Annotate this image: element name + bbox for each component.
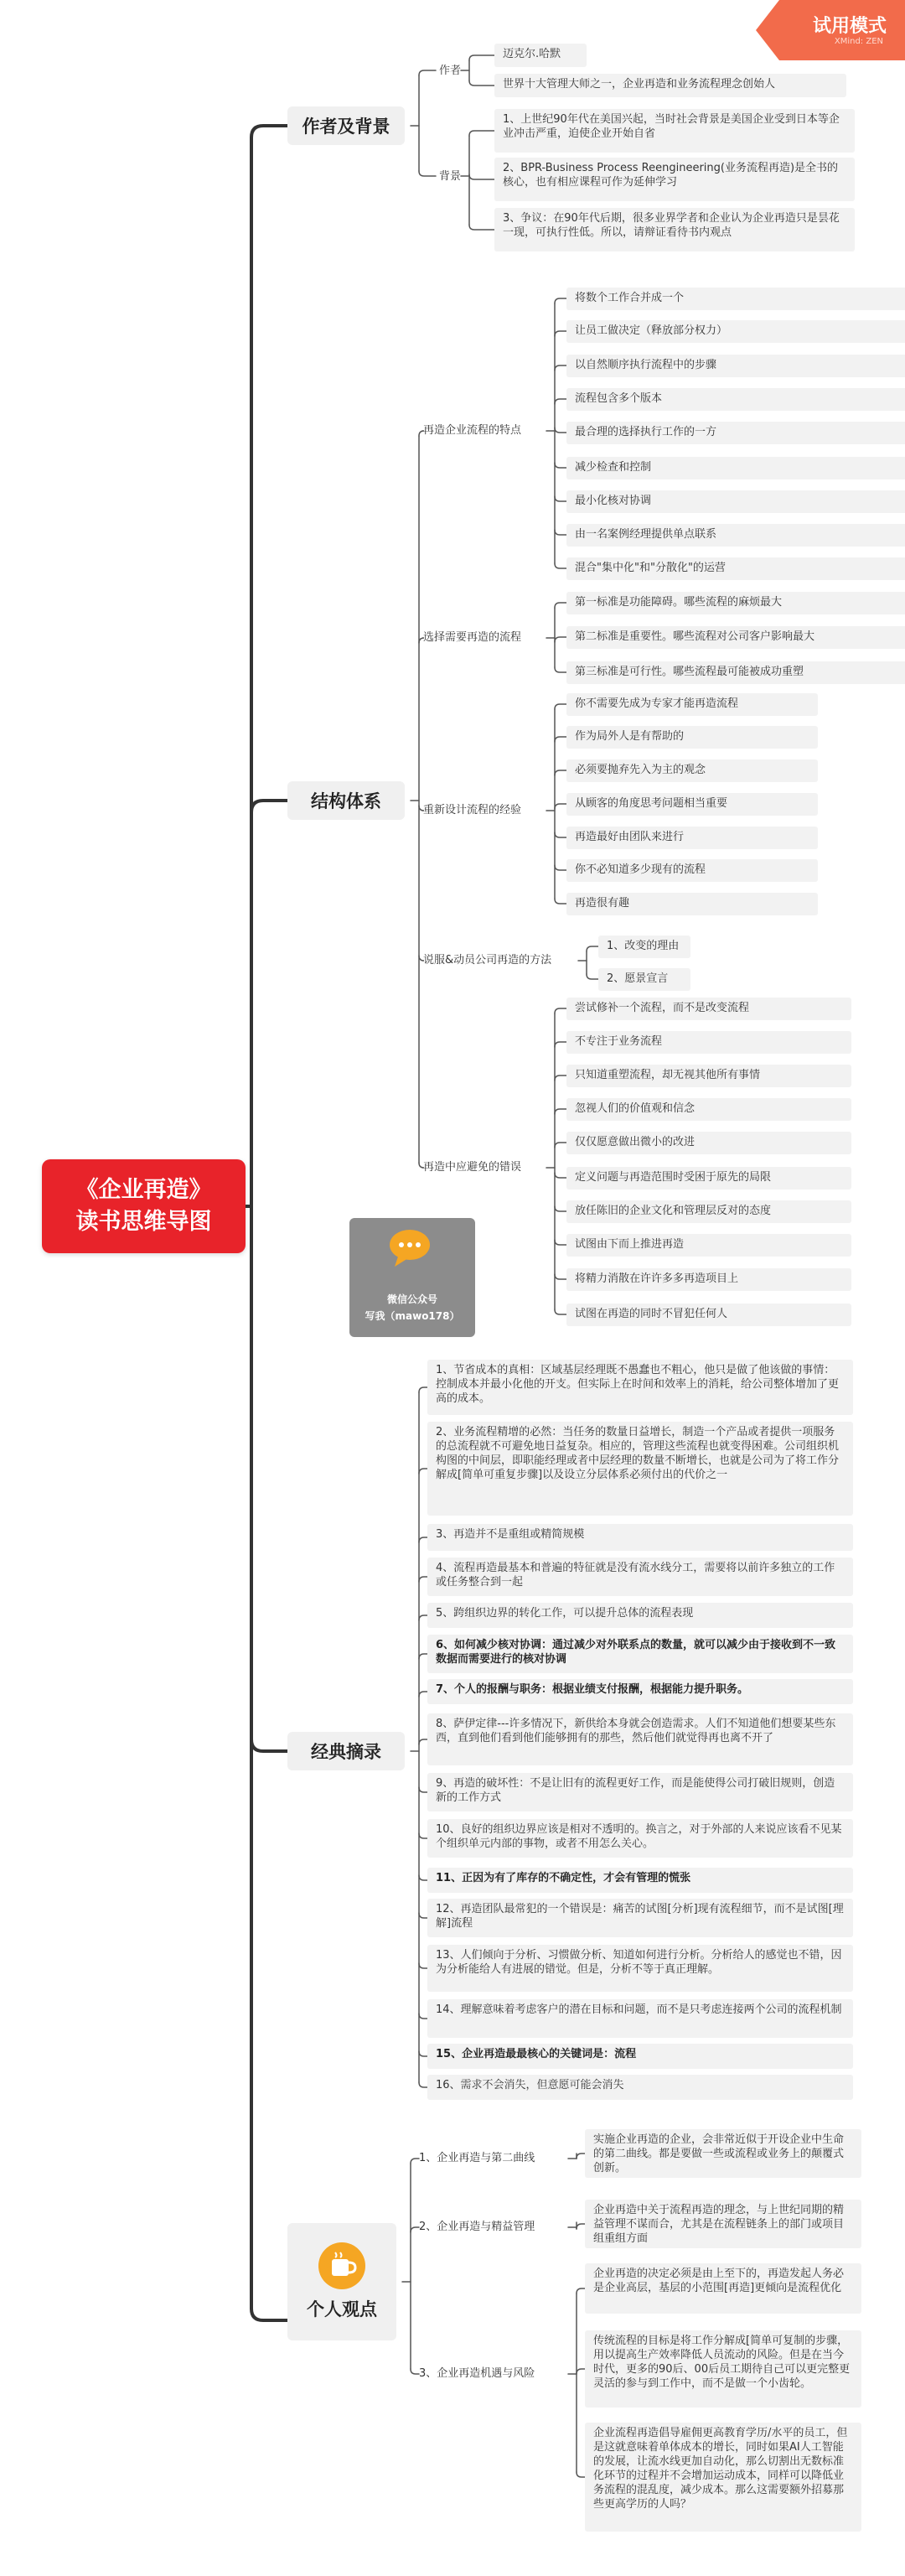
excerpt-item[interactable]: 16、需求不会消失，但意愿可能会消失 [427, 2075, 853, 2100]
excerpt-item[interactable]: 10、良好的组织边界应该是相对不透明的。换言之，对于外部的人来说应该看不见某个组织单元内部的事物，或者不用怎么关心。 [427, 1819, 853, 1858]
view-item[interactable]: 企业再造中关于流程再造的理念，与上世纪同期的精益管理不谋而合，尤其是在流程链条上的部门或项目组重组方面 [585, 2200, 861, 2248]
connector-line [411, 2369, 419, 2374]
structure-item[interactable]: 最合理的选择执行工作的一方 [566, 422, 905, 444]
connector-line [555, 737, 566, 742]
connector-line [419, 1654, 427, 1659]
connector-line [469, 80, 494, 86]
structure-item[interactable]: 忽视人们的价值观和信念 [566, 1098, 851, 1121]
connector-line [555, 899, 566, 904]
structure-group-label[interactable]: 再造中应避免的错误 [423, 1161, 522, 1174]
excerpt-item[interactable]: 6、如何减少核对协调：通过减少对外联系点的数量，就可以减少由于接收到不一致数据而需要进行的核对协调 [427, 1635, 853, 1673]
connector-line [419, 1577, 427, 1582]
connector-line [419, 1875, 427, 1880]
connector-line [469, 131, 494, 136]
connector-line [577, 2369, 585, 2374]
connector-line [555, 1075, 566, 1081]
structure-item[interactable]: 试图由下而上推进再造 [566, 1234, 851, 1257]
connector-line [251, 126, 287, 137]
connector-line [411, 2227, 419, 2232]
structure-item[interactable]: 第一标准是功能障碍。哪些流程的麻烦最大 [566, 592, 905, 614]
structure-item[interactable]: 将精力消散在许许多多再造项目上 [566, 1268, 851, 1291]
structure-item[interactable]: 作为局外人是有帮助的 [566, 726, 818, 749]
connector-line [469, 174, 494, 179]
excerpt-item[interactable]: 11、正因为有了库存的不确定性，才会有管理的慌张 [427, 1868, 853, 1893]
connector-line [577, 2288, 585, 2294]
structure-item[interactable]: 混合"集中化"和"分散化"的运营 [566, 557, 905, 580]
connector-line [587, 946, 598, 951]
excerpt-item[interactable]: 9、再造的破坏性：不是让旧有的流程更好工作，而是能使得公司打破旧规则，创造新的工作方式 [427, 1773, 853, 1811]
view-item[interactable]: 企业流程再造倡导雇佣更高教育学历/水平的员工，但是这就意味着单体成本的增长，同时如果AI人工智能的发展，让流水线更加自动化，那么切割出无数标准化环节的过程并不会增加运动成本，同样可以降低业务流程的混乱度，减少成本。那么这需要额外招募那些更高学历的人吗？ [585, 2423, 861, 2532]
view-item[interactable]: 传统流程的目标是将工作分解成[简单可复制的步骤，用以提高生产效率降低人员流动的风险。但是在当今时代，更多的90后、00后员工期待自己可以更完整更灵活的参与到工作中，而不是做一个小齿轮。 [585, 2330, 861, 2408]
background-item[interactable]: 1、上世纪90年代在美国兴起，当时社会背景是美国企业受到日本等企业冲击严重，迫使企业开始自省 [494, 109, 855, 153]
connector-line [419, 1963, 427, 1968]
connector-line [555, 804, 566, 809]
excerpt-item[interactable]: 15、企业再造最最核心的关键词是：流程 [427, 2044, 853, 2069]
excerpt-item[interactable]: 2、业务流程精增的必然：当任务的数量日益增长，制造一个产品或者提供一项服务的总流程就不可避免地日益复杂。相应的，管理这些流程也就变得困难。公司组织机构图的中间层，即职能经理或者中层经理的数量不断增长，也就是公司为了将工作分解成[简单可重复步骤]以及设立分层体系必须付出的代价之一 [427, 1422, 853, 1516]
connector-line [419, 1387, 427, 1392]
structure-item[interactable]: 流程包含多个版本 [566, 388, 905, 411]
connector-line [577, 2472, 585, 2477]
structure-item[interactable]: 试图在再造的同时不冒犯任何人 [566, 1304, 851, 1326]
view-item[interactable]: 企业再造的决定必须是由上至下的，再造发起人务必是企业高层，基层的小范围[再造]更倾向是流程优化 [585, 2263, 861, 2314]
trial-mode-subtitle: XMind: ZEN [834, 37, 883, 46]
excerpt-item[interactable]: 4、流程再造最基本和普遍的特征就是没有流水线分工，需要将以前许多独立的工作或任务整合到一起 [427, 1558, 853, 1596]
trial-mode-badge [746, 0, 905, 60]
connector-line [419, 2082, 427, 2087]
connector-line [587, 974, 598, 979]
connector-line [555, 563, 566, 568]
connector-line [555, 365, 566, 371]
structure-item[interactable]: 放任陈旧的企业文化和管理层反对的态度 [566, 1200, 851, 1223]
connector-line [555, 603, 566, 608]
connector-line [555, 1274, 566, 1279]
connector-line [555, 399, 566, 404]
connector-line [555, 1240, 566, 1245]
connector-line [577, 2224, 585, 2229]
main-topic-views-label: 个人观点 [307, 2299, 377, 2319]
connector-line [469, 225, 494, 230]
connector-line [419, 1537, 427, 1542]
root-node[interactable] [42, 1159, 246, 1253]
excerpt-item[interactable]: 13、人们倾向于分析、习惯做分析、知道如何进行分析。分析给人的感觉也不错，因为分析能给人有进展的错觉。但是，分析不等于真正理解。 [427, 1945, 853, 1992]
connector-line [555, 428, 566, 433]
connector-line [411, 2159, 419, 2164]
wechat-label-1: 微信公众号 [386, 1293, 437, 1305]
structure-group-label[interactable]: 说服&动员公司再造的方法 [423, 954, 552, 967]
connector-line [555, 770, 566, 775]
connector-line [251, 1739, 287, 1751]
structure-item[interactable]: 最小化核对协调 [566, 490, 905, 513]
connector-line [419, 1833, 427, 1838]
connector-line [555, 667, 566, 672]
trial-mode-title: 试用模式 [812, 16, 887, 37]
connector-line [555, 496, 566, 501]
connector-line [419, 1692, 427, 1697]
connector-line [555, 1042, 566, 1047]
structure-item[interactable]: 你不必知道多少现有的流程 [566, 859, 818, 882]
connector-line [251, 2309, 287, 2320]
structure-item[interactable]: 只知道重塑流程，却无视其他所有事情 [566, 1065, 851, 1087]
connector-line [419, 1787, 427, 1792]
connector-line [555, 1173, 566, 1178]
connector-line [555, 704, 566, 709]
structure-item[interactable]: 减少检查和控制 [566, 457, 905, 479]
view-item[interactable]: 实施企业再造的企业，会非常近似于开设企业中生命的第二曲线。都是要做一些或流程或业务上的颠覆式创新。 [585, 2129, 861, 2178]
connector-line [555, 1309, 566, 1314]
structure-item[interactable]: 将数个工作合并成一个 [566, 288, 905, 310]
main-topic-excerpts[interactable]: 经典摘录 [287, 1732, 405, 1770]
connector-line [555, 1008, 566, 1013]
connector-line [555, 530, 566, 535]
author-label: 作者 [439, 65, 462, 77]
structure-group-label[interactable]: 重新设计流程的经验 [423, 804, 522, 816]
excerpt-item[interactable]: 12、再造团队最常犯的一个错误是：痛苦的试图[分析]现有流程细节，而不是试图[理解]流程 [427, 1899, 853, 1937]
connector-line [555, 637, 566, 642]
structure-item[interactable]: 让员工做决定（释放部分权力） [566, 320, 905, 343]
excerpt-item[interactable]: 1、节省成本的真相：区域基层经理既不愚蠢也不粗心，他只是做了他该做的事情：控制成本并最小化他的开支。但实际上在时间和效率上的消耗，给公司整体增加了更高的成本。 [427, 1360, 853, 1415]
structure-item[interactable]: 以自然顺序执行流程中的步骤 [566, 355, 905, 377]
structure-item[interactable]: 再造最好由团队来进行 [566, 827, 818, 849]
main-topic-views[interactable] [287, 2223, 396, 2340]
structure-item[interactable]: 不专注于业务流程 [566, 1031, 851, 1054]
structure-item[interactable]: 你不需要先成为专家才能再造流程 [566, 693, 818, 716]
connector-line [555, 331, 566, 336]
background-label: 背景 [439, 170, 462, 183]
connector-line [251, 801, 287, 812]
structure-item[interactable]: 2、愿景宣言 [598, 968, 690, 991]
structure-item[interactable]: 尝试修补一个流程，而不是改变流程 [566, 998, 851, 1020]
view-group-label[interactable]: 1、企业再造与第二曲线 [419, 2152, 535, 2164]
connector-line [419, 1615, 427, 1620]
author-item[interactable]: 迈克尔.哈默 [494, 44, 587, 67]
connector-line [419, 1469, 427, 1474]
coffee-cup-icon [318, 2242, 365, 2289]
connector-line [419, 1739, 427, 1744]
connector-line [419, 70, 436, 75]
connector-line [419, 2014, 427, 2019]
connector-line [555, 298, 566, 303]
chat-bubble-icon [388, 1228, 438, 1268]
connector-line [555, 865, 566, 870]
connector-line [555, 1206, 566, 1211]
structure-item[interactable]: 再造很有趣 [566, 893, 818, 915]
excerpt-item[interactable]: 14、理解意味着考虑客户的潜在目标和问题，而不是只考虑连接两个公司的流程机制 [427, 1999, 853, 2038]
structure-item[interactable]: 第三标准是可行性。哪些流程最可能被成功重塑 [566, 661, 905, 684]
excerpt-item[interactable]: 3、再造并不是重组或精简规模 [427, 1524, 853, 1551]
connector-line [469, 55, 494, 60]
structure-item[interactable]: 仅仅愿意做出微小的改进 [566, 1132, 851, 1154]
root-title-line1: 《企业再造》 [75, 1177, 212, 1203]
connector-line [577, 2154, 585, 2159]
structure-item[interactable]: 定义问题与再造范围时受困于原先的局限 [566, 1167, 851, 1190]
main-topic-structure[interactable]: 结构体系 [287, 781, 405, 820]
structure-item[interactable]: 第二标准是重要性。哪些流程对公司客户影响最大 [566, 626, 905, 649]
wechat-label-2: 写我（mawo178） [365, 1310, 460, 1322]
excerpt-item[interactable]: 5、跨组织边界的转化工作，可以提升总体的流程表现 [427, 1603, 853, 1628]
connector-line [555, 463, 566, 468]
structure-item[interactable]: 必须要抛弃先入为主的观念 [566, 759, 818, 782]
structure-item[interactable]: 1、改变的理由 [598, 936, 690, 958]
root-title-line2: 读书思维导图 [75, 1209, 212, 1235]
background-item[interactable]: 3、争议：在90年代后期，很多业界学者和企业认为企业再造只是昙花一现，可执行性低。所以，请辩证看待书内观点 [494, 208, 855, 251]
structure-group-label[interactable]: 再造企业流程的特点 [423, 424, 522, 437]
main-topic-author[interactable]: 作者及背景 [287, 106, 405, 145]
excerpt-item[interactable]: 8、萨伊定律---许多情况下，新供给本身就会创造需求。人们不知道他们想要某些东西，直到他们看到他们能够拥有的那些，然后他们就觉得再也离不开了 [427, 1713, 853, 1765]
connector-line [555, 832, 566, 837]
view-group-label[interactable]: 3、企业再造机遇与风险 [419, 2367, 535, 2380]
structure-item[interactable]: 由一名案例经理提供单点联系 [566, 524, 905, 547]
view-group-label[interactable]: 2、企业再造与精益管理 [419, 2221, 535, 2233]
structure-group-label[interactable]: 选择需要再造的流程 [423, 631, 522, 644]
author-item[interactable]: 世界十大管理大师之一，企业再造和业务流程理念创始人 [494, 74, 846, 97]
excerpt-item[interactable]: 7、个人的报酬与职务：根据业绩支付报酬，根据能力提升职务。 [427, 1679, 853, 1704]
connector-line [419, 1913, 427, 1918]
connector-line [419, 2051, 427, 2056]
connector-line [555, 1143, 566, 1148]
connector-line [555, 1109, 566, 1114]
background-item[interactable]: 2、BPR-Business Process Reengineering(业务流程再造)是全书的核心，也有相应课程可作为延伸学习 [494, 158, 855, 201]
wechat-qr-node [349, 1218, 475, 1337]
structure-item[interactable]: 从顾客的角度思考问题相当重要 [566, 793, 818, 816]
connector-line [419, 171, 436, 176]
